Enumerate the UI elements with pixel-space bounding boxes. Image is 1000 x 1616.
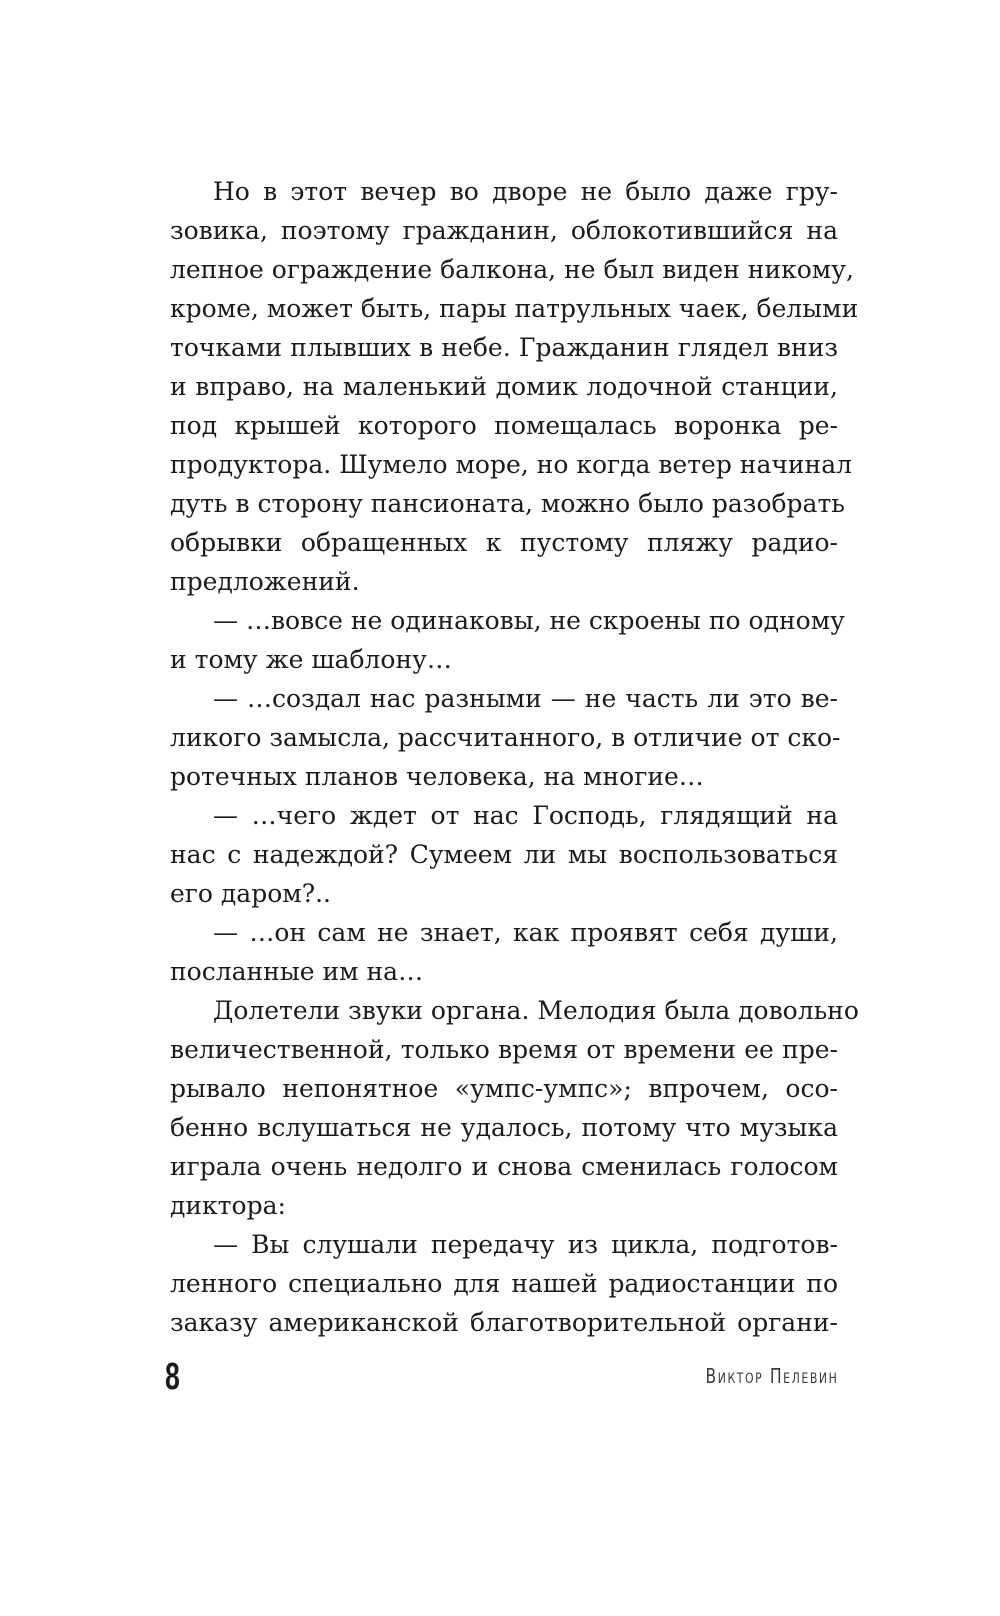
text-line: заказу американской благотворительной органи-: [170, 1308, 838, 1337]
text-line: продуктора. Шумело море, но когда ветер начинал: [170, 450, 853, 479]
text-line: диктора:: [170, 1191, 286, 1220]
text-line: под крышей которого помещалась воронка ре-: [170, 411, 838, 440]
text-line: зовика, поэтому гражданин, облокотившийся на: [170, 216, 838, 245]
text-line: предложений.: [170, 567, 360, 596]
text-line: — …чего ждет от нас Господь, глядящий на: [213, 801, 838, 830]
text-line: обрывки обращенных к пустому пляжу радио-: [170, 528, 838, 557]
text-line: Но в этот вечер во дворе не было даже гру-: [213, 177, 838, 206]
text-line: точками плывших в небе. Гражданин глядел вниз: [170, 333, 838, 362]
text-line: — …он сам не знает, как проявят себя души,: [213, 918, 838, 947]
text-line: бенно вслушаться не удалось, потому что музыка: [170, 1113, 838, 1142]
text-line: и вправо, на маленький домик лодочной станции,: [170, 372, 838, 401]
text-line: ликого замысла, рассчитанного, в отличие от ско-: [170, 723, 841, 752]
text-line: ротечных планов человека, на многие…: [170, 762, 704, 791]
text-line: величественной, только время от времени ее пре-: [170, 1035, 838, 1064]
text-line: играла очень недолго и снова сменилась голосом: [170, 1152, 838, 1181]
text-line: ленного специально для нашей радиостанции по: [170, 1269, 838, 1298]
text-line: — Вы слушали передачу из цикла, подготов-: [213, 1230, 838, 1259]
text-line: кроме, может быть, пары патрульных чаек, белыми: [170, 294, 859, 323]
page-number: 8: [165, 1356, 180, 1398]
text-line: дуть в сторону пансионата, можно было разобрать: [170, 489, 845, 518]
text-line: лепное ограждение балкона, не был виден никому,: [170, 255, 854, 284]
text-line: — …вовсе не одинаковы, не скроены по одному: [213, 606, 845, 635]
running-head-author: Виктор Пелевин: [705, 1364, 838, 1388]
text-line: рывало непонятное «умпс-умпс»; впрочем, осо-: [170, 1074, 838, 1103]
text-line: Долетели звуки органа. Мелодия была довольно: [213, 996, 859, 1025]
text-line: — …создал нас разными — не часть ли это ве-: [213, 684, 838, 713]
text-line: нас с надеждой? Сумеем ли мы воспользоваться: [170, 840, 838, 869]
text-line: посланные им на…: [170, 957, 424, 986]
text-line: его даром?..: [170, 879, 331, 908]
body-text: [170, 172, 859, 1342]
text-line: и тому же шаблону…: [170, 645, 452, 674]
